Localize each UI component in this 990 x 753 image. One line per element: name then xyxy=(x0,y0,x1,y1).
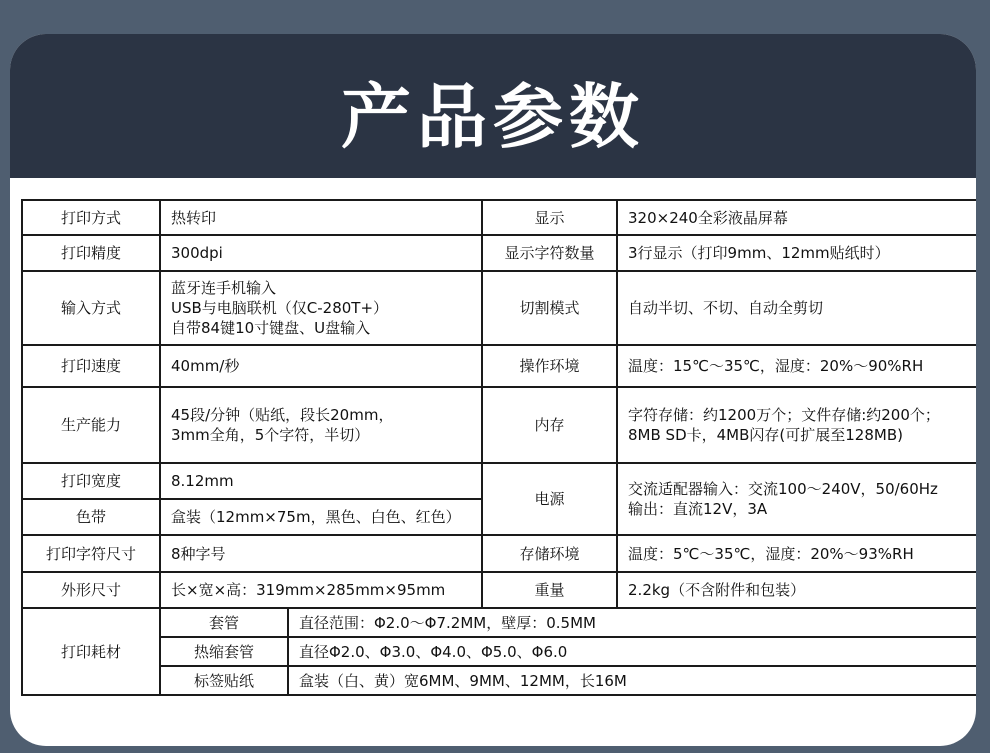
spec-label: 内存 xyxy=(482,387,617,463)
spec-label: 存储环境 xyxy=(482,535,617,572)
spec-label: 色带 xyxy=(22,499,160,535)
spec-value-line: 自带84键10寸键盘、U盘输入 xyxy=(171,319,371,337)
spec-value xyxy=(617,463,976,535)
spec-value: 自动半切、不切、自动全剪切 xyxy=(617,271,976,345)
spec-value: 8.12mm xyxy=(160,463,482,499)
spec-value: 2.2kg（不含附件和包装） xyxy=(617,572,976,608)
table-row xyxy=(22,387,976,463)
consumable-name: 标签贴纸 xyxy=(160,666,288,695)
spec-value-line: 3mm全角，5个字符，半切） xyxy=(171,426,370,444)
spec-value: 长×宽×高：319mm×285mm×95mm xyxy=(160,572,482,608)
table-row xyxy=(22,345,976,387)
spec-label: 打印耗材 xyxy=(22,608,160,695)
spec-value: 300dpi xyxy=(160,235,482,271)
spec-label: 打印宽度 xyxy=(22,463,160,499)
spec-value-line: 输出：直流12V，3A xyxy=(628,500,768,518)
spec-value-line: 蓝牙连手机输入 xyxy=(171,279,277,297)
spec-label: 切割模式 xyxy=(482,271,617,345)
spec-label: 打印精度 xyxy=(22,235,160,271)
table-row xyxy=(22,200,976,235)
table-row xyxy=(22,637,976,666)
spec-label: 打印速度 xyxy=(22,345,160,387)
spec-label: 打印字符尺寸 xyxy=(22,535,160,572)
spec-value: 热转印 xyxy=(160,200,482,235)
consumable-name: 套管 xyxy=(160,608,288,637)
spec-value xyxy=(160,271,482,345)
spec-value-line: USB与电脑联机（仅C-280T+） xyxy=(171,299,389,317)
spec-value-line: 45段/分钟（贴纸，段长20mm， xyxy=(171,406,394,424)
spec-card xyxy=(10,34,976,746)
table-row xyxy=(22,463,976,499)
spec-value: 盒装（12mm×75m，黑色、白色、红色） xyxy=(160,499,482,535)
spec-value: 8种字号 xyxy=(160,535,482,572)
spec-value: 40mm/秒 xyxy=(160,345,482,387)
spec-value: 3行显示（打印9mm、12mm贴纸时） xyxy=(617,235,976,271)
spec-label: 电源 xyxy=(482,463,617,535)
consumable-value: 直径Φ2.0、Φ3.0、Φ4.0、Φ5.0、Φ6.0 xyxy=(288,637,976,666)
spec-value-line: 交流适配器输入：交流100～240V，50/60Hz xyxy=(628,480,938,498)
table-row xyxy=(22,271,976,345)
table-row xyxy=(22,608,976,637)
spec-value xyxy=(160,387,482,463)
consumable-value: 盒装（白、黄）宽6MM、9MM、12MM，长16M xyxy=(288,666,976,695)
spec-label: 显示字符数量 xyxy=(482,235,617,271)
spec-label: 外形尺寸 xyxy=(22,572,160,608)
spec-value-line: 8MB SD卡，4MB闪存(可扩展至128MB) xyxy=(628,426,903,444)
spec-value: 320×240全彩液晶屏幕 xyxy=(617,200,976,235)
header-banner xyxy=(10,34,976,178)
spec-table xyxy=(21,199,976,696)
spec-label: 操作环境 xyxy=(482,345,617,387)
table-row xyxy=(22,535,976,572)
spec-value xyxy=(617,387,976,463)
spec-value: 温度：5℃～35℃，湿度：20%～93%RH xyxy=(617,535,976,572)
spec-value-line: 字符存储：约1200万个；文件存储:约200个； xyxy=(628,406,940,424)
spec-value: 温度：15℃～35℃，湿度：20%～90%RH xyxy=(617,345,976,387)
table-row xyxy=(22,235,976,271)
spec-label: 生产能力 xyxy=(22,387,160,463)
page-title: 产品参数 xyxy=(341,75,645,158)
consumable-value: 直径范围：Φ2.0～Φ7.2MM，壁厚：0.5MM xyxy=(288,608,976,637)
table-row xyxy=(22,666,976,695)
spec-label: 输入方式 xyxy=(22,271,160,345)
spec-label: 重量 xyxy=(482,572,617,608)
table-row xyxy=(22,572,976,608)
spec-label: 打印方式 xyxy=(22,200,160,235)
consumable-name: 热缩套管 xyxy=(160,637,288,666)
spec-label: 显示 xyxy=(482,200,617,235)
